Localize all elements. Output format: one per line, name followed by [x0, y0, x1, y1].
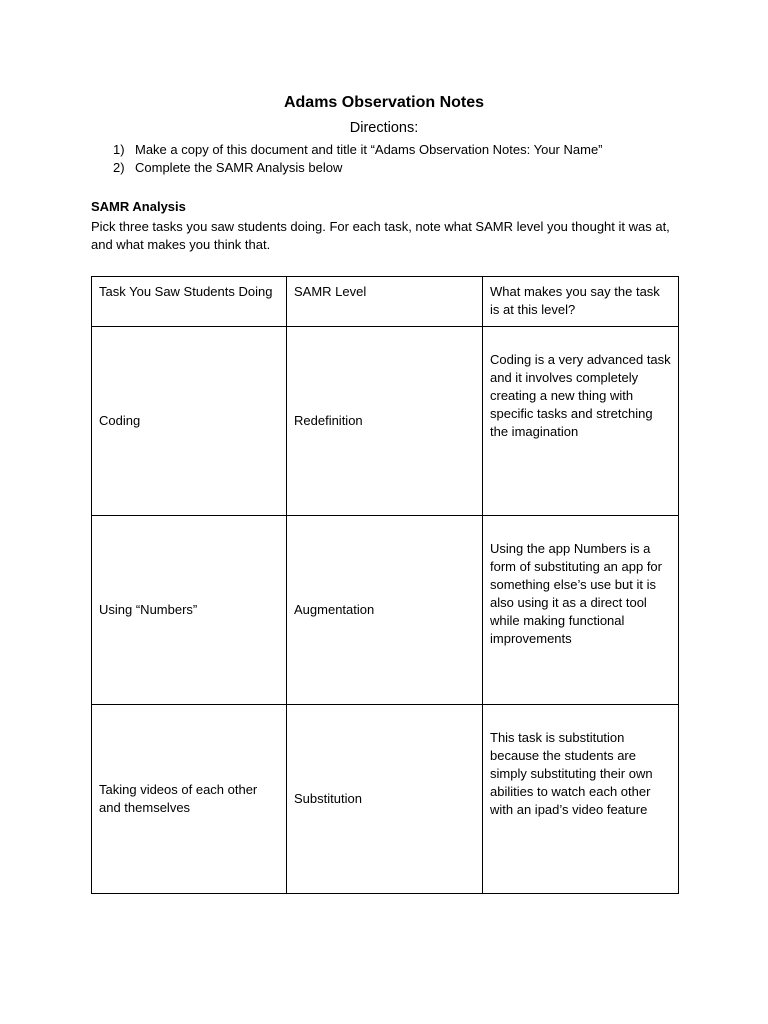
- task-cell: Coding: [92, 327, 287, 516]
- list-item: [113, 141, 603, 159]
- section-intro: Pick three tasks you saw students doing. For each task, note what SAMR level you thought it was at, and what makes you think that.: [91, 219, 670, 252]
- section-heading: SAMR Analysis: [91, 199, 186, 214]
- directions-list: [113, 141, 603, 177]
- table-row: [92, 516, 679, 705]
- level-cell: Substitution: [287, 705, 483, 894]
- task-cell: Using “Numbers”: [92, 516, 287, 705]
- list-item-number: 2): [113, 160, 125, 175]
- table-header-cell: What makes you say the task is at this level?: [483, 277, 679, 327]
- level-cell: Augmentation: [287, 516, 483, 705]
- table-row: [92, 327, 679, 516]
- table-header-cell: Task You Saw Students Doing: [92, 277, 287, 327]
- task-cell: Taking videos of each other and themselves: [92, 705, 287, 894]
- table-header-row: [92, 277, 679, 327]
- samr-table: [91, 276, 679, 894]
- list-item-text: Make a copy of this document and title it “Adams Observation Notes: Your Name”: [135, 142, 603, 157]
- reason-cell: This task is substitution because the students are simply substituting their own abilities to watch each other with an ipad’s video feature: [483, 705, 679, 894]
- level-cell: Redefinition: [287, 327, 483, 516]
- list-item: [113, 159, 603, 177]
- list-item-number: 1): [113, 142, 125, 157]
- table-row: [92, 705, 679, 894]
- list-item-text: Complete the SAMR Analysis below: [135, 160, 343, 175]
- directions-heading: Directions:: [349, 120, 419, 136]
- reason-cell: Using the app Numbers is a form of substituting an app for something else’s use but it is also using it as a direct tool while making functional improvements: [483, 516, 679, 705]
- document-title: Adams Observation Notes: [283, 94, 485, 111]
- reason-cell: Coding is a very advanced task and it involves completely creating a new thing with specific tasks and stretching the imagination: [483, 327, 679, 516]
- table-header-cell: SAMR Level: [287, 277, 483, 327]
